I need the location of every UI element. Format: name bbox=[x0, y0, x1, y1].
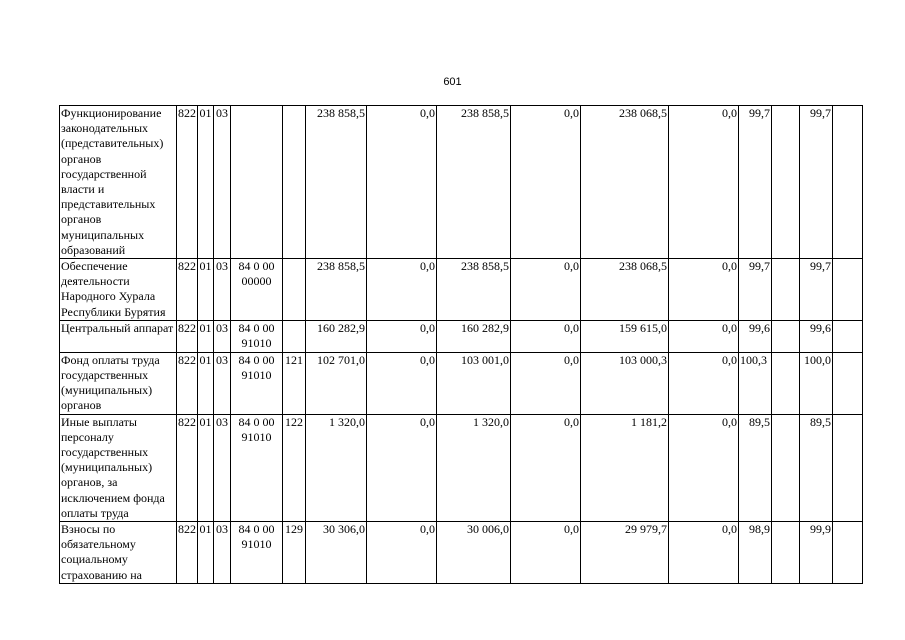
ministry-code: 822 bbox=[177, 522, 198, 584]
value-cell: 0,0 bbox=[511, 320, 581, 352]
target-article-code: 84 0 00 91010 bbox=[231, 320, 283, 352]
value-cell: 0,0 bbox=[669, 414, 739, 521]
target-article-code: 84 0 00 91010 bbox=[231, 414, 283, 521]
expense-type-code: 122 bbox=[283, 414, 306, 521]
ministry-code: 822 bbox=[177, 352, 198, 414]
section-code: 01 bbox=[198, 259, 214, 321]
value-cell: 238 858,5 bbox=[437, 106, 511, 259]
section-code: 01 bbox=[198, 320, 214, 352]
subsection-code: 03 bbox=[214, 259, 231, 321]
value-cell: 0,0 bbox=[669, 106, 739, 259]
expense-type-code bbox=[283, 320, 306, 352]
value-cell: 0,0 bbox=[367, 352, 437, 414]
value-cell: 0,0 bbox=[367, 414, 437, 521]
value-cell: 160 282,9 bbox=[306, 320, 367, 352]
value-cell: 29 979,7 bbox=[581, 522, 669, 584]
percent-cell: 100,3 bbox=[739, 352, 772, 414]
budget-table bbox=[59, 105, 863, 584]
spacer-cell bbox=[772, 414, 800, 521]
table-row bbox=[60, 522, 863, 584]
row-name: Функционирование законодательных (представительных) органов государственной власти и представительных органов муниципальных образований bbox=[60, 106, 177, 259]
value-cell: 159 615,0 bbox=[581, 320, 669, 352]
value-cell: 1 181,2 bbox=[581, 414, 669, 521]
value-cell: 30 006,0 bbox=[437, 522, 511, 584]
spacer-cell bbox=[772, 352, 800, 414]
value-cell: 0,0 bbox=[367, 259, 437, 321]
value-cell: 102 701,0 bbox=[306, 352, 367, 414]
value-cell: 103 001,0 bbox=[437, 352, 511, 414]
percent-cell: 99,6 bbox=[800, 320, 833, 352]
spacer-cell bbox=[772, 320, 800, 352]
value-cell: 238 068,5 bbox=[581, 106, 669, 259]
ministry-code: 822 bbox=[177, 320, 198, 352]
target-article-code: 84 0 00 00000 bbox=[231, 259, 283, 321]
value-cell: 0,0 bbox=[669, 352, 739, 414]
value-cell: 238 858,5 bbox=[306, 259, 367, 321]
table-row bbox=[60, 414, 863, 521]
value-cell: 1 320,0 bbox=[306, 414, 367, 521]
percent-cell: 99,6 bbox=[739, 320, 772, 352]
percent-cell: 100,0 bbox=[800, 352, 833, 414]
value-cell: 0,0 bbox=[669, 522, 739, 584]
row-name: Фонд оплаты труда государственных (муниципальных) органов bbox=[60, 352, 177, 414]
ministry-code: 822 bbox=[177, 259, 198, 321]
spacer-cell bbox=[833, 352, 863, 414]
subsection-code: 03 bbox=[214, 522, 231, 584]
subsection-code: 03 bbox=[214, 320, 231, 352]
percent-cell: 99,7 bbox=[800, 106, 833, 259]
section-code: 01 bbox=[198, 414, 214, 521]
row-name: Взносы по обязательному социальному страхованию на bbox=[60, 522, 177, 584]
value-cell: 0,0 bbox=[511, 259, 581, 321]
table-row bbox=[60, 106, 863, 259]
spacer-cell bbox=[833, 522, 863, 584]
section-code: 01 bbox=[198, 352, 214, 414]
expense-type-code bbox=[283, 259, 306, 321]
section-code: 01 bbox=[198, 106, 214, 259]
expense-type-code: 121 bbox=[283, 352, 306, 414]
spacer-cell bbox=[772, 259, 800, 321]
value-cell: 0,0 bbox=[367, 522, 437, 584]
percent-cell: 99,9 bbox=[800, 522, 833, 584]
spacer-cell bbox=[772, 106, 800, 259]
target-article-code bbox=[231, 106, 283, 259]
value-cell: 1 320,0 bbox=[437, 414, 511, 521]
spacer-cell bbox=[833, 320, 863, 352]
target-article-code: 84 0 00 91010 bbox=[231, 352, 283, 414]
table-row bbox=[60, 259, 863, 321]
page-number: 601 bbox=[443, 76, 462, 88]
spacer-cell bbox=[833, 106, 863, 259]
value-cell: 30 306,0 bbox=[306, 522, 367, 584]
percent-cell: 89,5 bbox=[800, 414, 833, 521]
subsection-code: 03 bbox=[214, 414, 231, 521]
subsection-code: 03 bbox=[214, 106, 231, 259]
value-cell: 0,0 bbox=[511, 352, 581, 414]
row-name: Обеспечение деятельности Народного Хурала Республики Бурятия bbox=[60, 259, 177, 321]
value-cell: 0,0 bbox=[511, 522, 581, 584]
spacer-cell bbox=[833, 259, 863, 321]
value-cell: 238 858,5 bbox=[437, 259, 511, 321]
section-code: 01 bbox=[198, 522, 214, 584]
table-row bbox=[60, 320, 863, 352]
ministry-code: 822 bbox=[177, 106, 198, 259]
expense-type-code bbox=[283, 106, 306, 259]
percent-cell: 99,7 bbox=[739, 259, 772, 321]
value-cell: 0,0 bbox=[669, 320, 739, 352]
value-cell: 0,0 bbox=[511, 106, 581, 259]
table-row bbox=[60, 352, 863, 414]
value-cell: 0,0 bbox=[511, 414, 581, 521]
row-name: Центральный аппарат bbox=[60, 320, 177, 352]
value-cell: 238 858,5 bbox=[306, 106, 367, 259]
percent-cell: 99,7 bbox=[800, 259, 833, 321]
value-cell: 103 000,3 bbox=[581, 352, 669, 414]
value-cell: 0,0 bbox=[367, 106, 437, 259]
row-name: Иные выплаты персоналу государственных (муниципальных) органов, за исключением фонда оплаты труда bbox=[60, 414, 177, 521]
value-cell: 0,0 bbox=[669, 259, 739, 321]
subsection-code: 03 bbox=[214, 352, 231, 414]
value-cell: 160 282,9 bbox=[437, 320, 511, 352]
value-cell: 238 068,5 bbox=[581, 259, 669, 321]
expense-type-code: 129 bbox=[283, 522, 306, 584]
spacer-cell bbox=[833, 414, 863, 521]
percent-cell: 98,9 bbox=[739, 522, 772, 584]
ministry-code: 822 bbox=[177, 414, 198, 521]
spacer-cell bbox=[772, 522, 800, 584]
percent-cell: 89,5 bbox=[739, 414, 772, 521]
target-article-code: 84 0 00 91010 bbox=[231, 522, 283, 584]
value-cell: 0,0 bbox=[367, 320, 437, 352]
percent-cell: 99,7 bbox=[739, 106, 772, 259]
